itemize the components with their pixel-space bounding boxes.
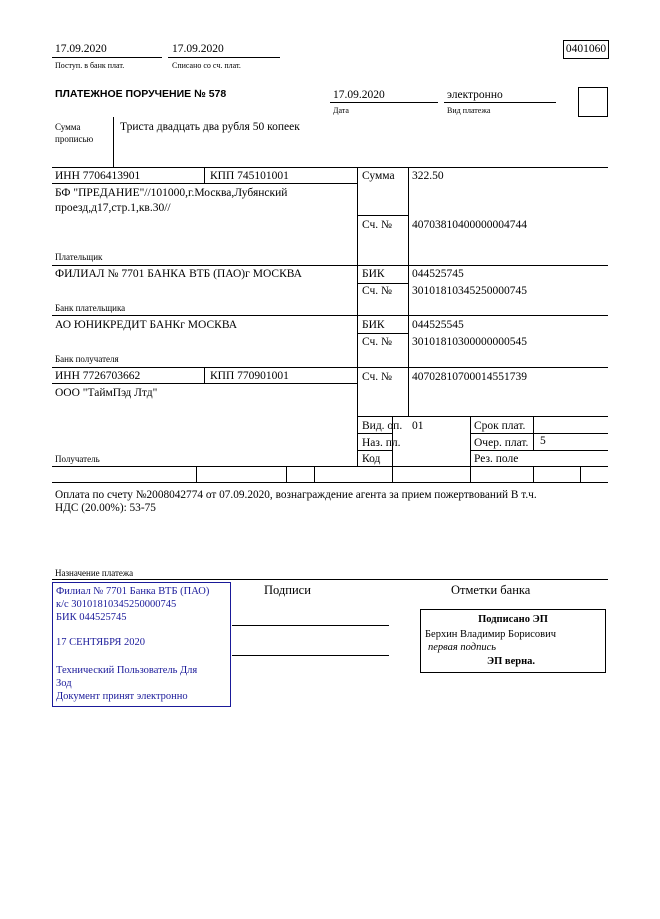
payment-type: электронно (447, 89, 503, 101)
purpose-line-1: Оплата по счету №2008042774 от 07.09.2020, вознаграждение агента за прием пожертвований В т.ч. (55, 489, 537, 501)
form-code: 0401060 (563, 40, 609, 59)
payer-bank-name: ФИЛИАЛ № 7701 БАНКА ВТБ (ПАО)г МОСКВА (55, 268, 302, 280)
payee-bank-account-label: Сч. № (362, 336, 393, 348)
payer-bank-bik-label: БИК (362, 268, 385, 280)
payee-kpp: КПП 770901001 (210, 370, 289, 382)
ocher-value: 5 (540, 435, 546, 447)
signature-box (420, 609, 606, 673)
ocher-label: Очер. плат. (474, 437, 529, 449)
verified-label: ЭП верна. (487, 656, 536, 667)
bank-marks-label: Отметки банка (451, 583, 531, 597)
payer-name-2: проезд,д17,стр.1,кв.30// (55, 202, 171, 214)
payer-bank-account-label: Сч. № (362, 285, 393, 297)
purpose-label: Назначение платежа (55, 568, 134, 578)
naz-pl-label: Наз. пл. (362, 437, 401, 449)
stamp-date: 17 СЕНТЯБРЯ 2020 (56, 637, 145, 648)
stamp-line-1: Филиал № 7701 Банка ВТБ (ПАО) (56, 586, 210, 597)
rez-label: Рез. поле (474, 453, 519, 465)
payment-type-label: Вид платежа (447, 106, 491, 115)
stamp-line-3: БИК 044525745 (56, 612, 127, 623)
payee-bank-account: 30101810300000000545 (412, 336, 527, 348)
payer-inn: ИНН 7706413901 (55, 170, 141, 182)
payer-account-value: 40703810400000004744 (412, 219, 527, 231)
payee-bank-bik-label: БИК (362, 319, 385, 331)
date-debited-label: Списано со сч. плат. (172, 61, 241, 70)
order-date: 17.09.2020 (333, 89, 385, 101)
payee-bank-bik: 044525545 (412, 319, 464, 331)
amount-words-label-1: Сумма (55, 122, 81, 132)
amount-value: 322.50 (412, 170, 444, 182)
stamp-line-6: Документ принят электронно (56, 691, 188, 702)
payee-bank-name: АО ЮНИКРЕДИТ БАНКг МОСКВА (55, 319, 238, 331)
srok-label: Срок плат. (474, 420, 526, 432)
payee-inn: ИНН 7726703662 (55, 370, 141, 382)
vid-op-label: Вид. оп. (362, 420, 403, 432)
vid-op-value: 01 (412, 420, 424, 432)
bank-stamp (52, 582, 231, 707)
amount-label: Сумма (362, 170, 395, 182)
payee-account-label: Сч. № (362, 371, 393, 383)
kod-label: Код (362, 453, 381, 465)
status-box (578, 87, 608, 117)
stamp-line-4: Технический Пользователь Для (56, 665, 198, 676)
payee-bank-label: Банк получателя (55, 354, 119, 364)
payee-account: 40702810700014551739 (412, 371, 527, 383)
payer-bank-bik: 044525745 (412, 268, 464, 280)
payer-name-1: БФ "ПРЕДАНИЕ"//101000,г.Москва,Лубянский (55, 187, 288, 199)
payer-bank-label: Банк плательщика (55, 303, 126, 313)
signed-label: Подписано ЭП (478, 614, 548, 625)
amount-words-value: Триста двадцать два рубля 50 копеек (120, 121, 300, 133)
date-received-label: Поступ. в банк плат. (55, 61, 125, 70)
payee-name: ООО "ТаймПэд Лтд" (55, 387, 158, 399)
stamp-line-2: к/с 30101810345250000745 (56, 599, 177, 610)
purpose-line-2: НДС (20.00%): 53-75 (55, 502, 156, 514)
first-signature-label: первая подпись (428, 642, 497, 653)
date-debited: 17.09.2020 (172, 43, 224, 55)
date-received: 17.09.2020 (55, 43, 107, 55)
order-date-label: Дата (333, 106, 349, 115)
payer-account-label: Сч. № (362, 219, 393, 231)
signer-name: Берхин Владимир Борисович (425, 629, 556, 640)
payer-kpp: КПП 745101001 (210, 170, 289, 182)
stamp-line-5: Зод (56, 678, 72, 689)
payer-label: Плательщик (55, 252, 103, 262)
signatures-label: Подписи (264, 583, 311, 597)
payer-bank-account: 30101810345250000745 (412, 285, 527, 297)
amount-words-label-2: прописью (55, 134, 94, 144)
payee-label: Получатель (55, 454, 100, 464)
page-title: ПЛАТЕЖНОЕ ПОРУЧЕНИЕ № 578 (55, 88, 227, 100)
